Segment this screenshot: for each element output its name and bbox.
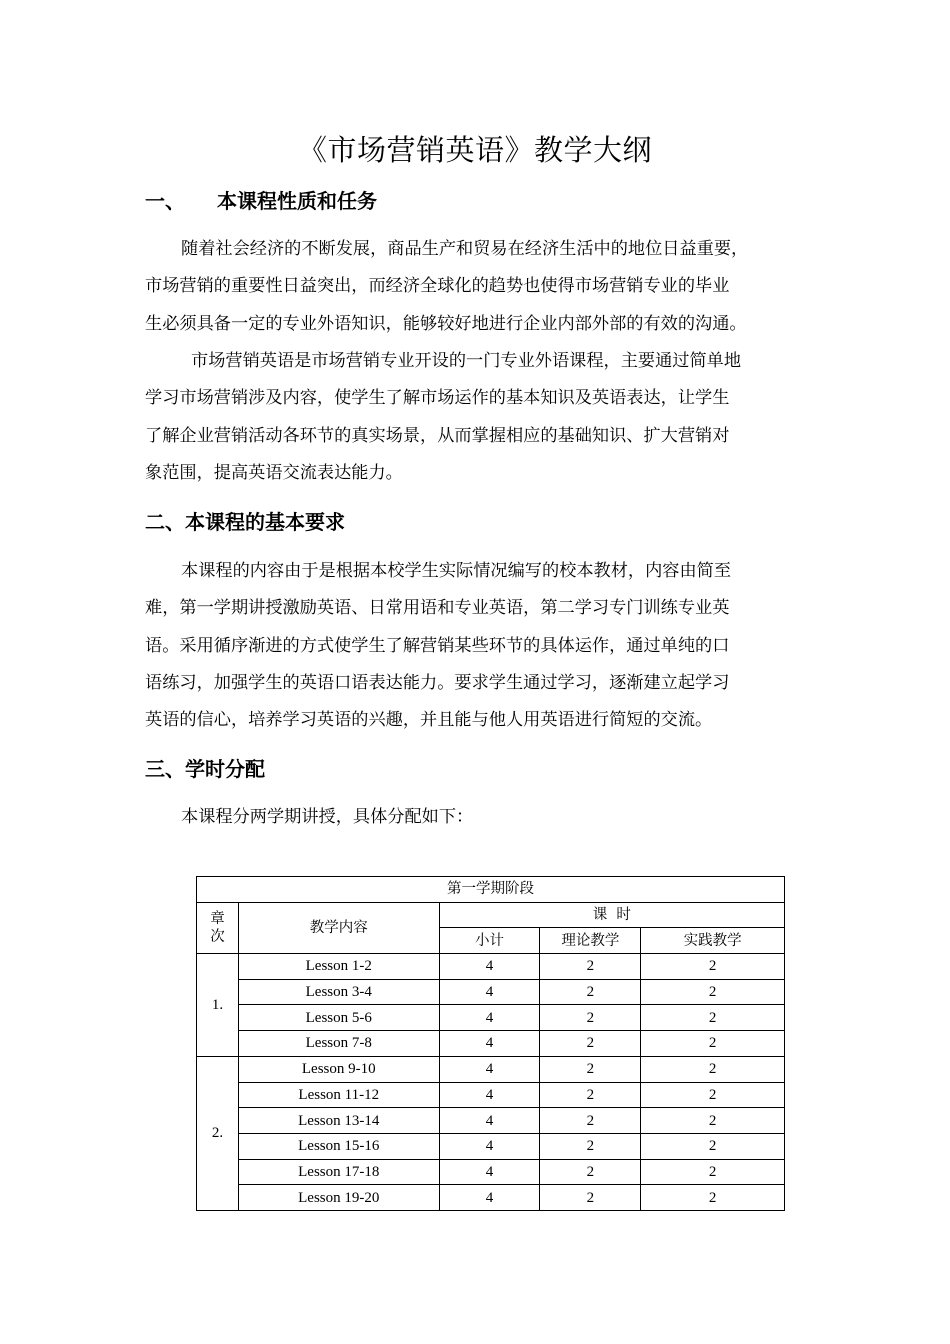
- table-row: [197, 1108, 785, 1134]
- chapter-cell: 1.: [197, 954, 239, 1057]
- practice-cell: 2: [641, 1133, 785, 1159]
- lesson-cell: Lesson 7-8: [238, 1031, 439, 1057]
- header-practice: 实践教学: [641, 928, 785, 954]
- paragraph-line: 语练习，加强学生的英语口语表达能力。要求学生通过学习，逐渐建立起学习: [145, 672, 730, 693]
- paragraph-line: 语。采用循序渐进的方式使学生了解营销某些环节的具体运作，通过单纯的口: [145, 635, 730, 656]
- table-header-row: [197, 902, 785, 928]
- paragraph-line: 本课程分两学期讲授，具体分配如下：: [181, 807, 474, 827]
- paragraph-line: 市场营销的重要性日益突出，而经济全球化的趋势也使得市场营销专业的毕业: [145, 276, 730, 297]
- subtotal-cell: 4: [439, 1108, 540, 1134]
- table-caption: 第一学期阶段: [197, 877, 785, 903]
- practice-cell: 2: [641, 1031, 785, 1057]
- practice-cell: 2: [641, 954, 785, 980]
- lesson-cell: Lesson 19-20: [238, 1185, 439, 1211]
- theory-cell: 2: [540, 979, 641, 1005]
- paragraph-1: [145, 231, 825, 343]
- practice-cell: 2: [641, 1056, 785, 1082]
- header-hours: 课 时: [439, 902, 784, 928]
- practice-cell: 2: [641, 1185, 785, 1211]
- table-row: [197, 1056, 785, 1082]
- theory-cell: 2: [540, 1082, 641, 1108]
- subtotal-cell: 4: [439, 1159, 540, 1185]
- paragraph-line: 英语的信心，培养学习英语的兴趣，并且能与他人用英语进行简短的交流。: [145, 710, 713, 731]
- paragraph-3: [145, 553, 825, 739]
- header-chapter-char: 次: [210, 928, 225, 945]
- theory-cell: 2: [540, 1133, 641, 1159]
- paragraph-line: 随着社会经济的不断发展，商品生产和贸易在经济生活中的地位日益重要，: [181, 239, 749, 259]
- paragraph-line: 本课程的内容由于是根据本校学生实际情况编写的校本教材，内容由简至: [181, 561, 732, 581]
- theory-cell: 2: [540, 1185, 641, 1211]
- table-row: [197, 1185, 785, 1211]
- subtotal-cell: 4: [439, 979, 540, 1005]
- subtotal-cell: 4: [439, 1005, 540, 1031]
- paragraph-4: [145, 799, 825, 836]
- theory-cell: 2: [540, 1056, 641, 1082]
- lesson-cell: Lesson 13-14: [238, 1108, 439, 1134]
- practice-cell: 2: [641, 1082, 785, 1108]
- subtotal-cell: 4: [439, 1031, 540, 1057]
- theory-cell: 2: [540, 1159, 641, 1185]
- table-row: [197, 954, 785, 980]
- header-chapter-char: 章: [210, 910, 225, 927]
- practice-cell: 2: [641, 1005, 785, 1031]
- section-heading-3: 三、学时分配: [145, 757, 265, 781]
- chapter-cell: 2.: [197, 1056, 239, 1210]
- subtotal-cell: 4: [439, 954, 540, 980]
- header-theory: 理论教学: [540, 928, 641, 954]
- paragraph-line: 学习市场营销涉及内容，使学生了解市场运作的基本知识及英语表达，让学生: [145, 388, 730, 409]
- section-number: 一、: [145, 189, 185, 213]
- subtotal-cell: 4: [439, 1133, 540, 1159]
- subtotal-cell: 4: [439, 1056, 540, 1082]
- lesson-cell: Lesson 9-10: [238, 1056, 439, 1082]
- table-row: [197, 1031, 785, 1057]
- section-title: 本课程性质和任务: [217, 189, 377, 213]
- lesson-cell: Lesson 5-6: [238, 1005, 439, 1031]
- document-title: 《市场营销英语》教学大纲: [297, 133, 652, 167]
- paragraph-line: 生必须具备一定的专业外语知识，能够较好地进行企业内部外部的有效的沟通。: [145, 313, 747, 334]
- section-heading-2: 二、本课程的基本要求: [145, 510, 345, 534]
- table-caption-row: [197, 877, 785, 903]
- practice-cell: 2: [641, 979, 785, 1005]
- paragraph-2: [145, 343, 825, 492]
- paragraph-line: 了解企业营销活动各环节的真实场景，从而掌握相应的基础知识、扩大营销对: [145, 425, 730, 446]
- practice-cell: 2: [641, 1108, 785, 1134]
- table-row: [197, 1082, 785, 1108]
- table-row: [197, 1159, 785, 1185]
- theory-cell: 2: [540, 1108, 641, 1134]
- lesson-cell: Lesson 15-16: [238, 1133, 439, 1159]
- table-row: [197, 979, 785, 1005]
- subtotal-cell: 4: [439, 1185, 540, 1211]
- header-subtotal: 小计: [439, 928, 540, 954]
- table-row: [197, 1133, 785, 1159]
- theory-cell: 2: [540, 954, 641, 980]
- theory-cell: 2: [540, 1031, 641, 1057]
- theory-cell: 2: [540, 1005, 641, 1031]
- paragraph-line: 市场营销英语是市场营销专业开设的一门专业外语课程，主要通过简单地: [191, 351, 742, 371]
- practice-cell: 2: [641, 1159, 785, 1185]
- table-row: [197, 1005, 785, 1031]
- lesson-cell: Lesson 17-18: [238, 1159, 439, 1185]
- subtotal-cell: 4: [439, 1082, 540, 1108]
- header-chapter: [197, 902, 239, 953]
- section-heading-1: [145, 187, 377, 215]
- schedule-table: [196, 876, 785, 1211]
- paragraph-line: 象范围，提高英语交流表达能力。: [145, 462, 403, 483]
- header-content: 教学内容: [238, 902, 439, 953]
- lesson-cell: Lesson 1-2: [238, 954, 439, 980]
- lesson-cell: Lesson 3-4: [238, 979, 439, 1005]
- paragraph-line: 难，第一学期讲授激励英语、日常用语和专业英语，第二学习专门训练专业英: [145, 598, 730, 619]
- lesson-cell: Lesson 11-12: [238, 1082, 439, 1108]
